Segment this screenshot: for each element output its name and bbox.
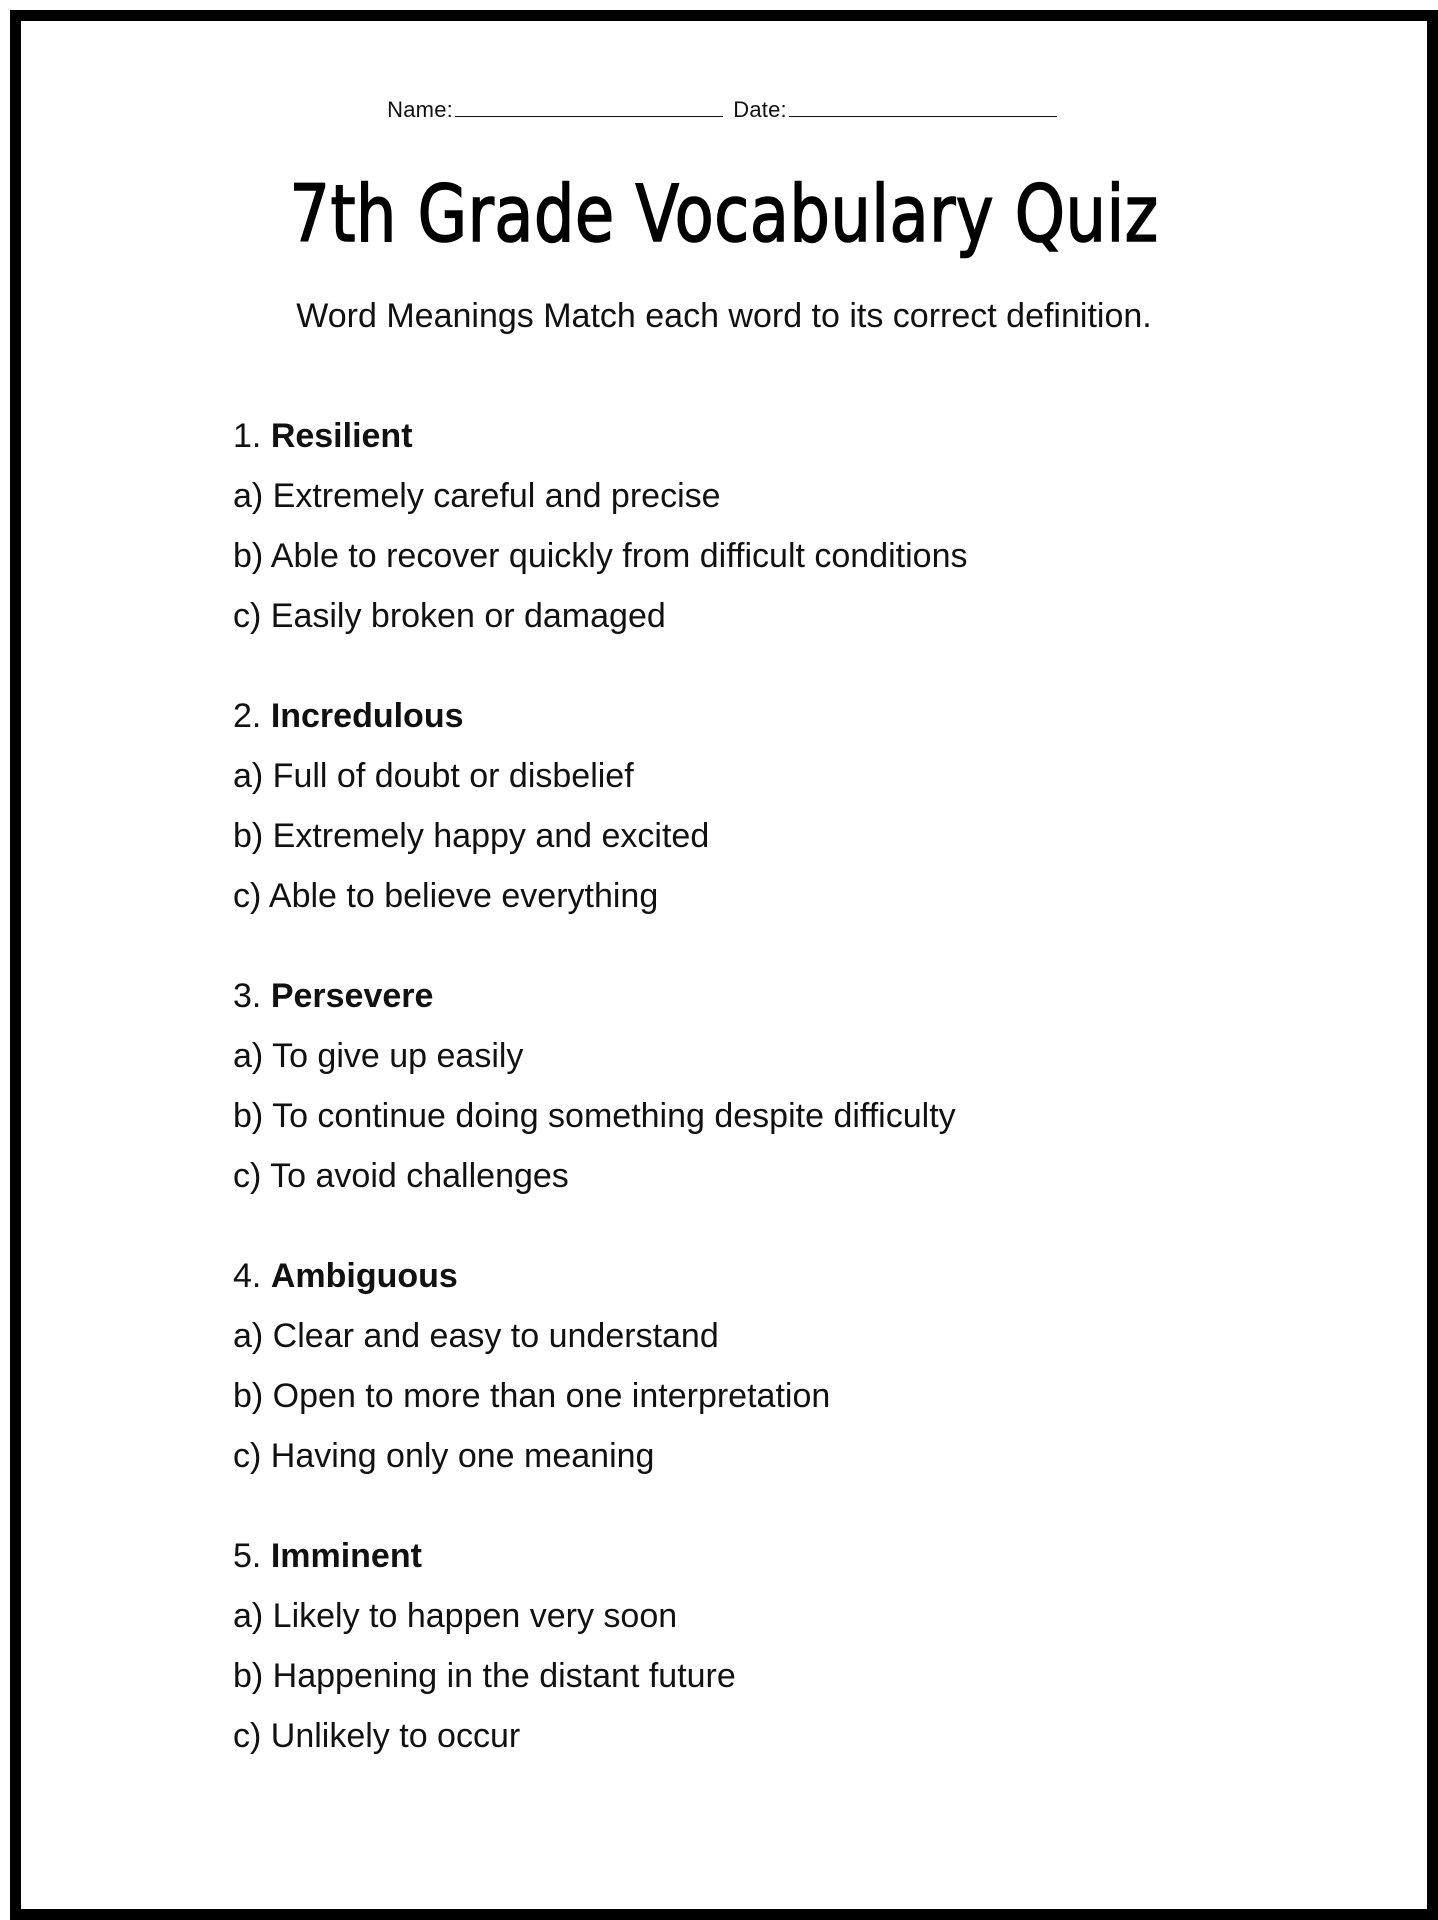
date-blank[interactable] bbox=[789, 96, 1057, 117]
option-a[interactable]: a) Full of doubt or disbelief bbox=[233, 757, 634, 795]
question-number: 2. bbox=[233, 697, 262, 735]
question-heading bbox=[233, 416, 1347, 456]
date-label: Date: bbox=[733, 97, 787, 122]
question-number: 1. bbox=[233, 417, 262, 455]
option-c[interactable]: c) To avoid challenges bbox=[233, 1157, 569, 1195]
option-a[interactable]: a) Likely to happen very soon bbox=[233, 1597, 678, 1635]
option-c[interactable]: c) Unlikely to occur bbox=[233, 1717, 521, 1755]
option-b[interactable]: b) To continue doing something despite difficulty bbox=[233, 1097, 956, 1135]
question-word: Persevere bbox=[270, 977, 434, 1015]
name-label: Name: bbox=[387, 97, 453, 122]
option-b[interactable]: b) Happening in the distant future bbox=[233, 1657, 736, 1695]
question-number: 5. bbox=[233, 1537, 262, 1575]
option-a[interactable]: a) Clear and easy to understand bbox=[233, 1317, 719, 1355]
option-b[interactable]: b) Open to more than one interpretation bbox=[233, 1377, 831, 1415]
question-heading bbox=[233, 696, 1347, 736]
page-border bbox=[10, 10, 1438, 1920]
option-c[interactable]: c) Having only one meaning bbox=[233, 1437, 655, 1475]
instructions: Word Meanings Match each word to its correct definition. bbox=[296, 297, 1152, 335]
option-b[interactable]: b) Able to recover quickly from difficult conditions bbox=[233, 537, 968, 575]
question-3 bbox=[233, 976, 1347, 1196]
option-b[interactable]: b) Extremely happy and excited bbox=[233, 817, 710, 855]
option-a[interactable]: a) To give up easily bbox=[233, 1037, 524, 1075]
question-heading bbox=[233, 1536, 1347, 1576]
question-word: Resilient bbox=[270, 417, 413, 455]
question-word: Ambiguous bbox=[270, 1257, 458, 1295]
name-date-line bbox=[21, 96, 1427, 123]
option-c[interactable]: c) Easily broken or damaged bbox=[233, 597, 666, 635]
question-number: 4. bbox=[233, 1257, 262, 1295]
option-a[interactable]: a) Extremely careful and precise bbox=[233, 477, 721, 515]
page-title: 7th Grade Vocabulary Quiz bbox=[289, 170, 1159, 260]
question-heading bbox=[233, 1256, 1347, 1296]
question-word: Imminent bbox=[270, 1537, 422, 1575]
option-c[interactable]: c) Able to believe everything bbox=[233, 877, 659, 915]
question-word: Incredulous bbox=[270, 697, 464, 735]
question-list bbox=[233, 416, 1347, 1816]
question-4 bbox=[233, 1256, 1347, 1476]
question-number: 3. bbox=[233, 977, 262, 1015]
name-blank[interactable] bbox=[455, 96, 723, 117]
question-5 bbox=[233, 1536, 1347, 1756]
question-1 bbox=[233, 416, 1347, 636]
question-2 bbox=[233, 696, 1347, 916]
question-heading bbox=[233, 976, 1347, 1016]
